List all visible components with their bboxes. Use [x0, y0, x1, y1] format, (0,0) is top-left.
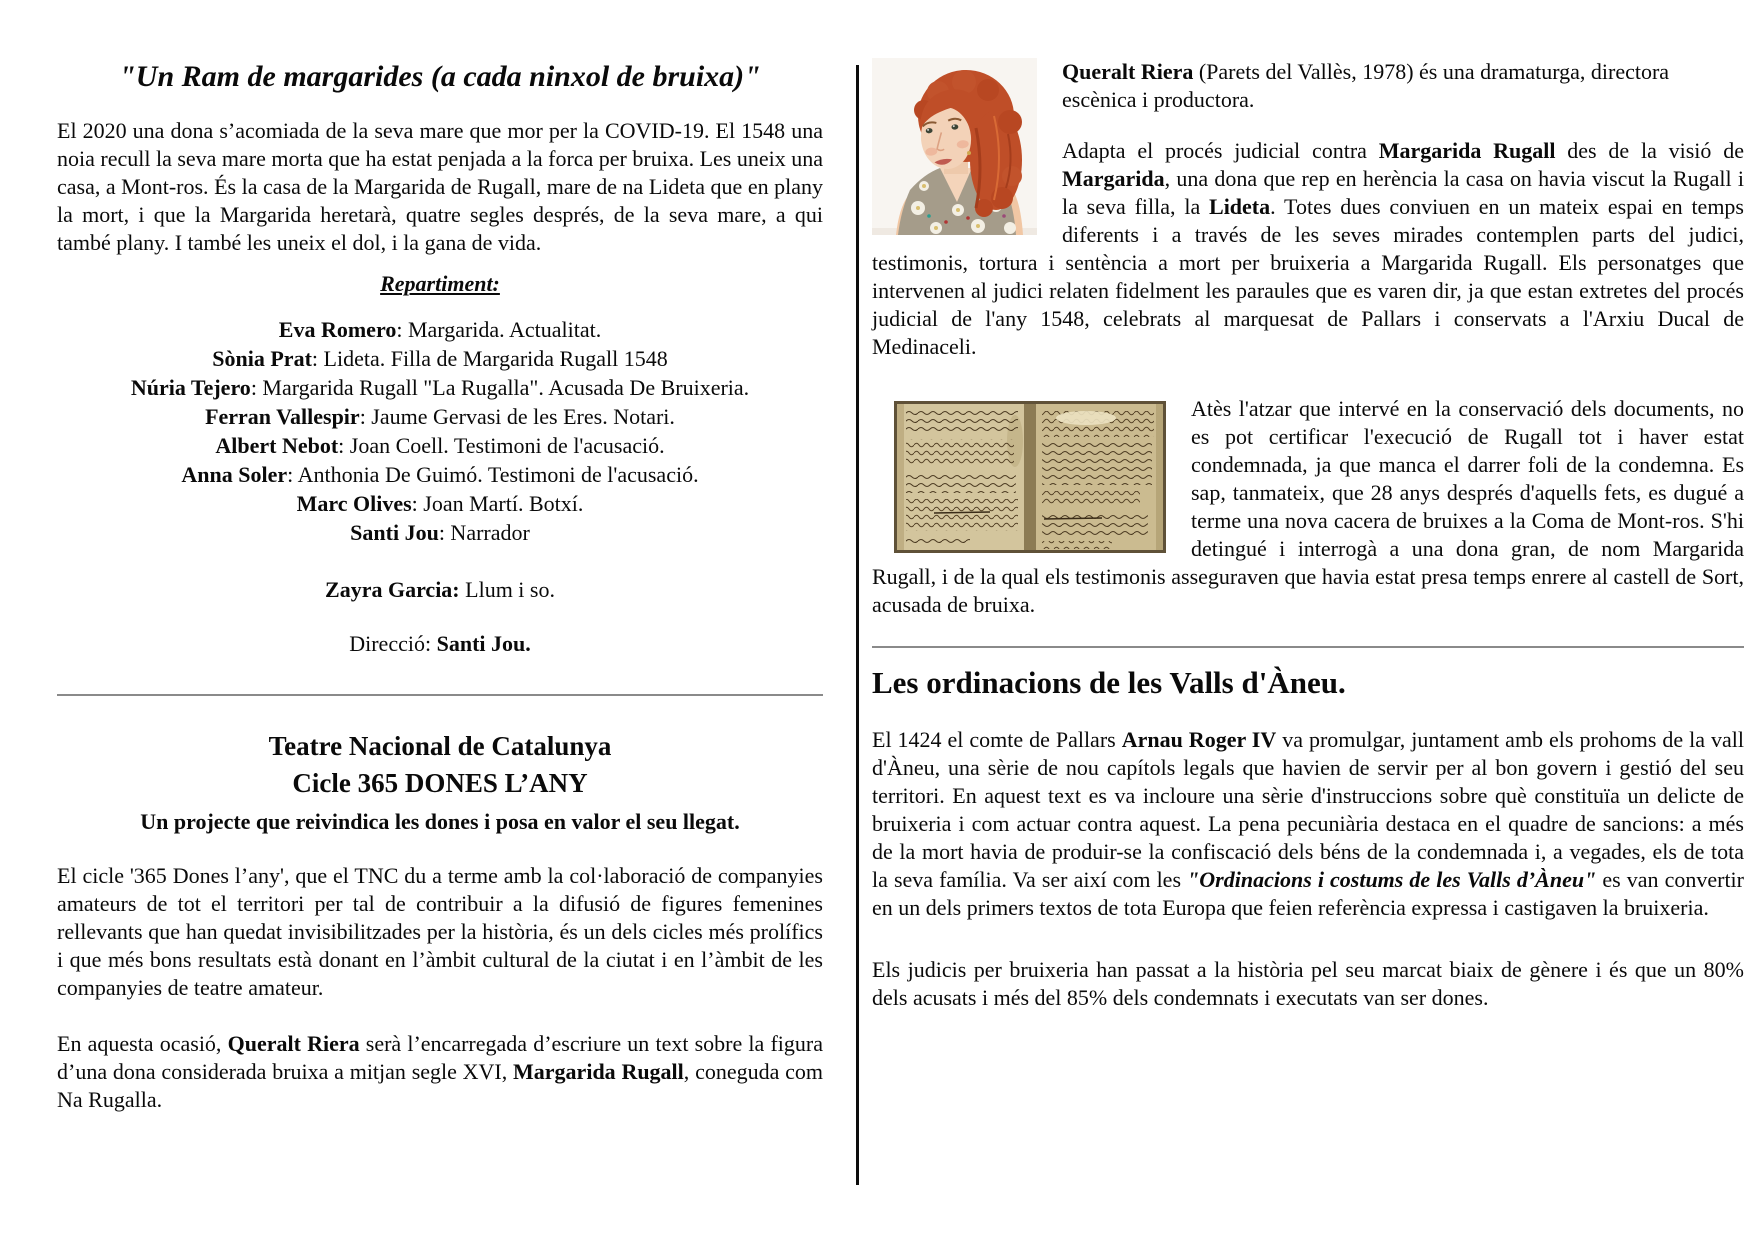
cast-row: Anna Soler: Anthonia De Guimó. Testimoni de l'acusació. [181, 462, 699, 487]
archive-paragraph: Atès l'atzar que intervé en la conservació dels documents, no es pot certificar l'execució de Rugall tot i haver estat condemnada, ja que manca el darrer foli de la condemna. Es sap, tanmateix, que 28 anys després d'aquells fets, es dugué a terme una nova cacera de bruixes a la Coma de Mont-ros. S'hi detingué i interrogà a una dona gran, de nom Margarida Rugall, i de la qual els testimonis asseguraven que havia estat presa temps enrere al castell de Sort, acusada de bruixa. [872, 396, 1744, 617]
crew-role: Llum i so. [459, 577, 555, 602]
cast-list [57, 315, 823, 547]
left-section-divider [57, 694, 823, 696]
column-divider [856, 65, 859, 1185]
direction-name: Santi Jou. [436, 631, 531, 656]
queralt-riera-photo [872, 58, 1037, 235]
cast-row: Albert Nebot: Joan Coell. Testimoni de l'acusació. [215, 433, 665, 458]
right-column [872, 0, 1744, 1012]
crew-line [57, 575, 823, 604]
cast-row: Eva Romero: Margarida. Actualitat. [278, 317, 602, 342]
cast-row: Marc Olives: Joan Martí. Botxí. [296, 491, 584, 516]
cast-row: Núria Tejero: Margarida Rugall "La Rugalla". Acusada De Bruixeria. [130, 375, 750, 400]
cast-row: Sònia Prat: Lideta. Filla de Margarida Rugall 1548 [212, 346, 668, 371]
cycle-heading: Cicle 365 DONES L’ANY [292, 768, 588, 798]
intro-paragraph: El 2020 una dona s’acomiada de la seva mare que mor per la COVID-19. El 1548 una noia recull la seva mare morta que ha estat penjada a la forca per bruixa. Les uneix una casa, a Mont-ros. És la casa de la Margarida de Rugall, mare de na Lideta que en plany la mort, i que la Margarida heretarà, quatre segles després, de la seva mare, a qui també plany. I també les uneix el dol, i la gana de vida. [57, 118, 823, 255]
tnc-heading: Teatre Nacional de Catalunya [268, 731, 612, 761]
crew-name: Zayra Garcia: [325, 577, 460, 602]
manuscript-photo [894, 401, 1166, 553]
bio-paragraph: Queralt Riera (Parets del Vallès, 1978) és una dramaturga, directora escènica i productora. [1062, 59, 1670, 112]
direction-label: Direcció: [349, 631, 437, 656]
adaptation-paragraph: Adapta el procés judicial contra Margarida Rugall des de la visió de Margarida, una dona que rep en herència la casa on havia viscut la Rugall i la seva filla, la Lideta. Totes dues conviuen en un mateix espai en temps diferents i a través de les seves mirades contemplen parts del judici, testimonis, tortura i sentència a mort per bruixeria a Margarida Rugall. Els personatges que intervenen al judici relaten fidelment les paraules que es varen dir, ja que estan extretes del procés judicial de l'any 1548, celebrats al marquesat de Pallars i conservats a l'Arxiu Ducal de Medinaceli. [872, 138, 1744, 359]
trials-stat-paragraph: Els judicis per bruixeria han passat a la història pel seu marcat biaix de gènere i és que un 80% dels acusats i més del 85% dels condemnats i executats van ser dones. [872, 957, 1744, 1010]
cycle-subtitle: Un projecte que reivindica les dones i posa en valor el seu llegat. [140, 809, 740, 834]
left-column [57, 0, 823, 1114]
cast-row: Santi Jou: Narrador [350, 520, 530, 545]
cast-heading: Repartiment: [380, 271, 500, 296]
right-section-divider [872, 646, 1744, 648]
cast-row: Ferran Vallespir: Jaume Gervasi de les Eres. Notari. [205, 404, 675, 429]
direction-line [57, 629, 823, 658]
play-title: "Un Ram de margarides (a cada ninxol de bruixa)" [119, 60, 761, 93]
ordinances-heading: Les ordinacions de les Valls d'Àneu. [872, 665, 1346, 700]
cycle-paragraph: El cicle '365 Dones l’any', que el TNC du a terme amb la col·laboració de companyies amateurs de tot el territori per tal de contribuir a la difusió de figures femenines rellevants que han quedat invisibilitzades per la història, és un dels cicles més prolífics i que més bons resultats està donant en l’àmbit cultural de la ciutat i en l’àmbit de les companyies de teatre amateur. [57, 863, 823, 1000]
ordinances-paragraph: El 1424 el comte de Pallars Arnau Roger IV va promulgar, juntament amb els prohoms de la vall d'Àneu, una sèrie de nou capítols legals que havien de servir per al bon govern i gestió del seu territori. En aquest text es va incloure una sèrie d'instruccions sobre què constituïa un delicte de bruixeria i com actuar contra aquest. La pena pecuniària destaca en el quadre de sancions: a més de la mort havia de produir-se la confiscació dels béns de la condemnada i, a vegades, els de tota la seva família. Va ser així com les "Ordinacions i costums de les Valls d’Àneu" es van convertir en un dels primers textos de tota Europa que feien referència expressa i castigaven la bruixeria. [872, 727, 1745, 920]
commission-paragraph: En aquesta ocasió, Queralt Riera serà l’encarregada d’escriure un text sobre la figura d’una dona considerada bruixa a mitjan segle XVI, Margarida Rugall, coneguda com Na Rugalla. [57, 1031, 823, 1112]
